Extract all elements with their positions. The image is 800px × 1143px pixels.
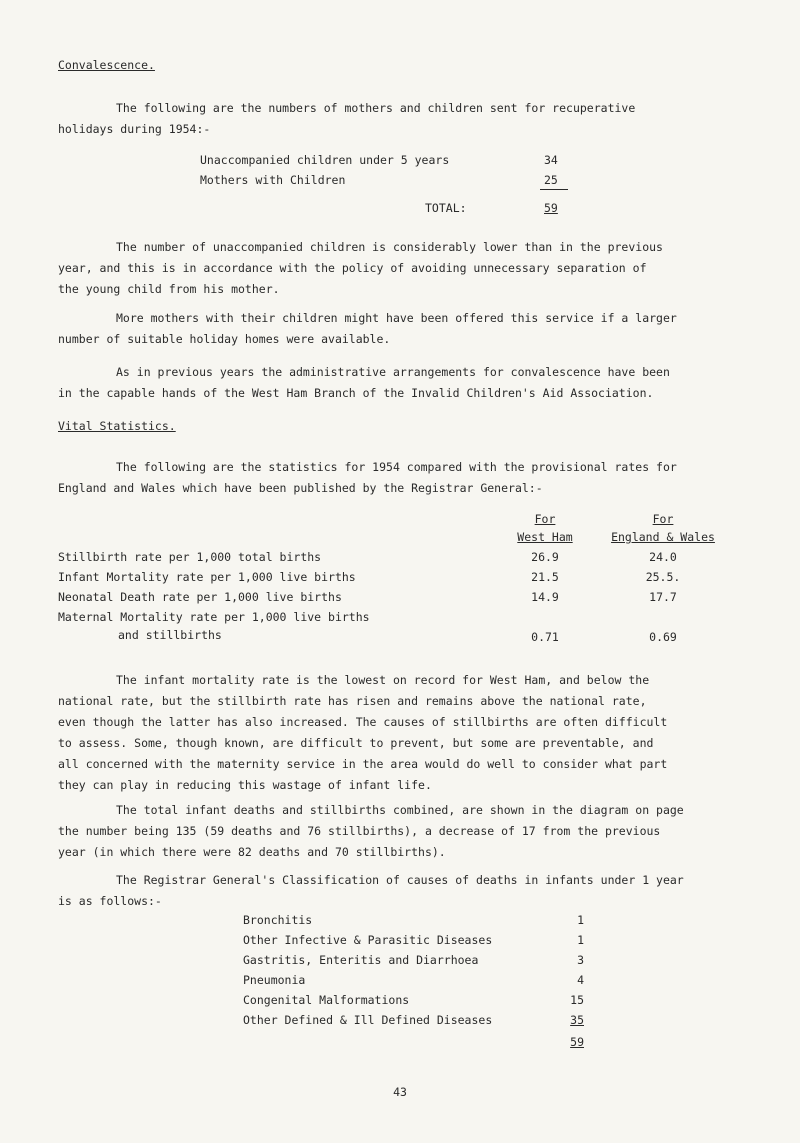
stat-row-west-ham: 0.71: [531, 630, 559, 644]
paragraph-line: national rate, but the stillbirth rate has risen and remains above the national rate,: [58, 694, 647, 708]
convalescence-total-value: 59: [544, 201, 558, 215]
convalescence-intro: [58, 98, 758, 140]
paragraph-line: to assess. Some, though known, are difficult to prevent, but some are preventable, and: [58, 736, 654, 750]
convalescence-row-value: 34: [544, 153, 558, 167]
convalescence-row-label: Mothers with Children: [200, 173, 346, 187]
stat-row-england-wales: 24.0: [649, 550, 677, 564]
stat-row-west-ham: 14.9: [531, 590, 559, 604]
convalescence-paragraph: [58, 308, 758, 350]
paragraph-line: number of suitable holiday homes were available.: [58, 332, 391, 346]
cause-label: Bronchitis: [243, 913, 313, 927]
convalescence-paragraph: [58, 362, 758, 404]
paragraph-line: The infant mortality rate is the lowest on record for West Ham, and below the: [116, 673, 650, 687]
cause-value: 4: [577, 973, 584, 987]
convalescence-intro-line: holidays during 1954:-: [58, 122, 211, 136]
paragraph-line: even though the latter has also increased. The causes of stillbirths are often difficult: [58, 715, 668, 729]
stat-row-label: Infant Mortality rate per 1,000 live births: [58, 570, 356, 584]
stat-row-england-wales: 25.5.: [645, 570, 681, 584]
convalescence-total-label: TOTAL:: [425, 201, 467, 215]
convalescence-intro-line: The following are the numbers of mothers and children sent for recuperative: [116, 101, 636, 115]
stat-row-label: Neonatal Death rate per 1,000 live births: [58, 590, 342, 604]
paragraph-line: in the capable hands of the West Ham Branch of the Invalid Children's Aid Association.: [58, 386, 654, 400]
paragraph-line: The following are the statistics for 1954 compared with the provisional rates for: [116, 460, 677, 474]
convalescence-row-value: 25: [544, 173, 558, 187]
vital-paragraph: [58, 800, 758, 863]
cause-value: 1: [577, 913, 584, 927]
page-number: 43: [393, 1085, 407, 1099]
paragraph-line: year (in which there were 82 deaths and 70 stillbirths).: [58, 845, 446, 859]
paragraph-line: all concerned with the maternity service in the area would do well to consider what part: [58, 757, 668, 771]
column-header-england-wales: England & Wales: [611, 530, 715, 544]
cause-label: Pneumonia: [243, 973, 306, 987]
cause-label: Other Defined & Ill Defined Diseases: [243, 1013, 493, 1027]
paragraph-line: The total infant deaths and stillbirths combined, are shown in the diagram on page: [116, 803, 684, 817]
convalescence-row-label: Unaccompanied children under 5 years: [200, 153, 450, 167]
convalescence-heading: Convalescence.: [58, 58, 155, 72]
stat-row-label: Stillbirth rate per 1,000 total births: [58, 550, 322, 564]
causes-total: 59: [570, 1035, 584, 1049]
column-header-england-wales-top: For: [652, 512, 674, 526]
paragraph-line: the number being 135 (59 deaths and 76 stillbirths), a decrease of 17 from the previous: [58, 824, 661, 838]
vital-statistics-heading: Vital Statistics.: [58, 419, 176, 433]
paragraph-line: is as follows:-: [58, 894, 162, 908]
paragraph-line: England and Wales which have been published by the Registrar General:-: [58, 481, 543, 495]
total-rule: [540, 189, 568, 190]
cause-label: Gastritis, Enteritis and Diarrhoea: [243, 953, 479, 967]
cause-value: 35: [570, 1013, 584, 1027]
cause-value: 3: [577, 953, 584, 967]
cause-label: Congenital Malformations: [243, 993, 410, 1007]
stat-row-west-ham: 26.9: [531, 550, 559, 564]
paragraph-line: the young child from his mother.: [58, 282, 280, 296]
stat-row-west-ham: 21.5: [531, 570, 559, 584]
cause-value: 1: [577, 933, 584, 947]
vital-paragraph: [58, 670, 758, 796]
convalescence-paragraph: [58, 237, 758, 300]
paragraph-line: As in previous years the administrative arrangements for convalescence have been: [116, 365, 670, 379]
vital-paragraph: [58, 870, 758, 912]
column-header-west-ham-top: For: [534, 512, 556, 526]
stat-row-label: Maternal Mortality rate per 1,000 live births: [58, 610, 370, 624]
paragraph-line: The number of unaccompanied children is considerably lower than in the previous: [116, 240, 663, 254]
stat-row-england-wales: 0.69: [649, 630, 677, 644]
paragraph-line: year, and this is in accordance with the policy of avoiding unnecessary separation of: [58, 261, 647, 275]
cause-value: 15: [570, 993, 584, 1007]
paragraph-line: they can play in reducing this wastage of infant life.: [58, 778, 432, 792]
vital-intro: [58, 457, 758, 499]
cause-label: Other Infective & Parasitic Diseases: [243, 933, 493, 947]
stat-row-england-wales: 17.7: [649, 590, 677, 604]
column-header-west-ham: West Ham: [517, 530, 573, 544]
paragraph-line: The Registrar General's Classification of causes of deaths in infants under 1 year: [116, 873, 684, 887]
paragraph-line: More mothers with their children might have been offered this service if a larger: [116, 311, 677, 325]
stat-row-label-continued: and stillbirths: [118, 628, 222, 642]
